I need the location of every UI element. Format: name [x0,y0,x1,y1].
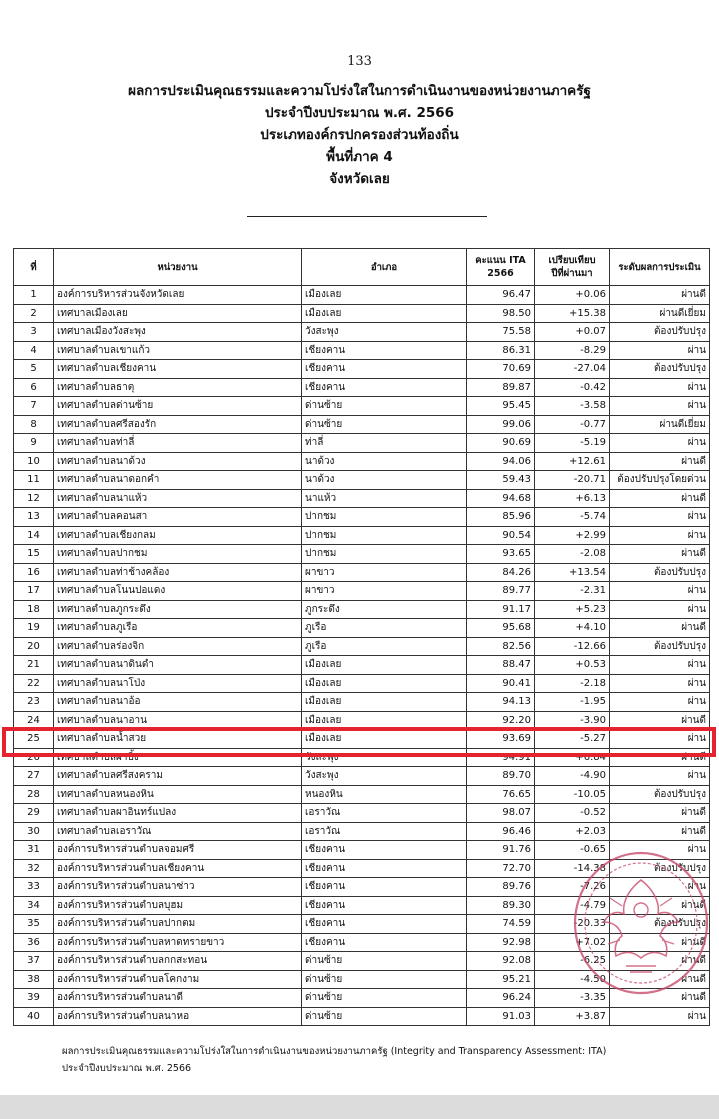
cell-score: 76.65 [467,785,535,804]
heading-region: พื้นที่ภาค 4 [326,149,393,165]
cell-compare: -3.35 [535,989,610,1008]
table-row [14,286,710,305]
cell-compare: +0.06 [535,286,610,305]
header-compare [535,249,610,286]
cell-compare: +15.38 [535,304,610,323]
cell-compare: +7.02 [535,933,610,952]
header-no: ที่ [14,249,54,286]
table-row [14,822,710,841]
cell-district: เอราวัณ [302,804,467,823]
cell-score: 89.76 [467,878,535,897]
cell-agency: เทศบาลตำบลผาบิ้ง [54,748,302,767]
cell-compare: -12.66 [535,637,610,656]
cell-compare: +2.99 [535,526,610,545]
cell-level: ผ่าน [610,841,710,860]
cell-district: เชียงคาน [302,933,467,952]
table-row [14,563,710,582]
table-row [14,545,710,564]
cell-score: 92.98 [467,933,535,952]
cell-compare: -6.25 [535,952,610,971]
cell-level: ต้องปรับปรุง [610,637,710,656]
cell-level: ผ่านดี [610,452,710,471]
cell-agency: เทศบาลตำบลภูเรือ [54,619,302,638]
cell-compare: -0.42 [535,378,610,397]
cell-level: ผ่าน [610,1007,710,1026]
heading-divider [247,216,487,217]
cell-compare: -27.04 [535,360,610,379]
cell-no: 2 [14,304,54,323]
header-compare-line1: เปรียบเทียบ [548,255,596,266]
cell-level: ผ่านดี [610,619,710,638]
cell-district: เมืองเลย [302,286,467,305]
heading-fiscal-year: ประจำปีงบประมาณ พ.ศ. 2566 [264,105,455,121]
cell-agency: องค์การบริหารส่วนตำบลปากตม [54,915,302,934]
cell-agency: องค์การบริหารส่วนตำบลหาดทรายขาว [54,933,302,952]
cell-level: ผ่านดี [610,822,710,841]
table-header-row [14,249,710,286]
cell-agency: เทศบาลเมืองวังสะพุง [54,323,302,342]
cell-no: 3 [14,323,54,342]
cell-score: 90.69 [467,434,535,453]
cell-no: 18 [14,600,54,619]
table-row [14,619,710,638]
cell-no: 4 [14,341,54,360]
cell-no: 28 [14,785,54,804]
table-row [14,600,710,619]
footer-line2: ประจำปีงบประมาณ พ.ศ. 2566 [62,1063,192,1074]
cell-score: 91.03 [467,1007,535,1026]
cell-district: เมืองเลย [302,656,467,675]
cell-level: ต้องปรับปรุงโดยด่วน [610,471,710,490]
cell-agency: เทศบาลตำบลโนนปอแดง [54,582,302,601]
cell-compare: -20.33 [535,915,610,934]
cell-no: 27 [14,767,54,786]
cell-score: 89.87 [467,378,535,397]
cell-level: ผ่านดี [610,545,710,564]
cell-no: 36 [14,933,54,952]
cell-no: 7 [14,397,54,416]
cell-agency: เทศบาลตำบลภูกระดึง [54,600,302,619]
cell-no: 35 [14,915,54,934]
cell-agency: เทศบาลตำบลท่าลี่ [54,434,302,453]
viewer-bottom-strip [0,1095,719,1119]
cell-compare: +5.23 [535,600,610,619]
cell-agency: องค์การบริหารส่วนจังหวัดเลย [54,286,302,305]
cell-score: 93.69 [467,730,535,749]
cell-district: เชียงคาน [302,859,467,878]
cell-compare: +3.87 [535,1007,610,1026]
cell-district: เมืองเลย [302,304,467,323]
cell-compare: -8.29 [535,341,610,360]
cell-district: วังสะพุง [302,767,467,786]
cell-district: ผาขาว [302,582,467,601]
cell-level: ผ่านดี [610,952,710,971]
cell-district: ปากชม [302,545,467,564]
cell-score: 94.13 [467,693,535,712]
cell-score: 82.56 [467,637,535,656]
cell-district: เมืองเลย [302,693,467,712]
cell-level: ผ่านดีเยี่ยม [610,415,710,434]
table-row [14,508,710,527]
table-row [14,526,710,545]
cell-level: ผ่านดี [610,804,710,823]
cell-agency: เทศบาลตำบลนาแห้ว [54,489,302,508]
table-row [14,304,710,323]
cell-compare: +13.54 [535,563,610,582]
cell-agency: เทศบาลตำบลเชียงกลม [54,526,302,545]
cell-compare: -7.26 [535,878,610,897]
cell-compare: -4.79 [535,896,610,915]
cell-district: ด่านซ้าย [302,1007,467,1026]
cell-score: 84.26 [467,563,535,582]
cell-no: 6 [14,378,54,397]
table-row [14,767,710,786]
cell-score: 89.30 [467,896,535,915]
cell-no: 19 [14,619,54,638]
cell-no: 1 [14,286,54,305]
header-compare-line2: ปีที่ผ่านมา [551,268,593,279]
cell-level: ผ่าน [610,878,710,897]
cell-score: 95.68 [467,619,535,638]
cell-no: 25 [14,730,54,749]
cell-district: เชียงคาน [302,378,467,397]
cell-agency: เทศบาลตำบลนาด้วง [54,452,302,471]
official-seal-icon [570,848,712,998]
cell-compare: +0.53 [535,656,610,675]
cell-district: หนองหิน [302,785,467,804]
cell-agency: เทศบาลเมืองเลย [54,304,302,323]
cell-compare: -0.77 [535,415,610,434]
cell-agency: องค์การบริหารส่วนตำบลเชียงคาน [54,859,302,878]
cell-level: ผ่าน [610,656,710,675]
cell-score: 93.65 [467,545,535,564]
cell-agency: เทศบาลตำบลศรีสงคราม [54,767,302,786]
cell-district: เมืองเลย [302,674,467,693]
cell-score: 94.06 [467,452,535,471]
cell-agency: เทศบาลตำบลศรีสองรัก [54,415,302,434]
cell-district: ด่านซ้าย [302,415,467,434]
cell-no: 34 [14,896,54,915]
cell-compare: -4.90 [535,767,610,786]
table-row [14,397,710,416]
cell-score: 90.54 [467,526,535,545]
cell-compare: +6.13 [535,489,610,508]
cell-agency: องค์การบริหารส่วนตำบลโคกงาม [54,970,302,989]
cell-agency: เทศบาลตำบลนาดินดำ [54,656,302,675]
table-row [14,452,710,471]
cell-score: 88.47 [467,656,535,675]
header-score-line1: คะแนน ITA [475,255,526,266]
cell-score: 59.43 [467,471,535,490]
cell-level: ต้องปรับปรุง [610,915,710,934]
header-score-line2: 2566 [487,268,514,279]
cell-district: ด่านซ้าย [302,397,467,416]
cell-score: 95.45 [467,397,535,416]
cell-compare: -2.18 [535,674,610,693]
cell-level: ผ่าน [610,693,710,712]
document-footer [62,1043,606,1077]
cell-agency: เทศบาลตำบลคอนสา [54,508,302,527]
cell-district: ท่าลี่ [302,434,467,453]
cell-district: วังสะพุง [302,323,467,342]
cell-district: ด่านซ้าย [302,952,467,971]
cell-district: ปากชม [302,508,467,527]
cell-district: เชียงคาน [302,896,467,915]
cell-level: ผ่าน [610,730,710,749]
cell-compare: -4.50 [535,970,610,989]
cell-level: ผ่าน [610,508,710,527]
cell-level: ต้องปรับปรุง [610,785,710,804]
cell-district: เชียงคาน [302,915,467,934]
cell-compare: +4.10 [535,619,610,638]
cell-level: ผ่านดี [610,748,710,767]
cell-compare: -0.65 [535,841,610,860]
cell-no: 29 [14,804,54,823]
cell-level: ผ่าน [610,434,710,453]
table-row [14,582,710,601]
cell-score: 75.58 [467,323,535,342]
cell-no: 37 [14,952,54,971]
cell-score: 98.50 [467,304,535,323]
cell-score: 94.68 [467,489,535,508]
cell-district: เมืองเลย [302,711,467,730]
cell-agency: องค์การบริหารส่วนตำบลจอมศรี [54,841,302,860]
cell-no: 8 [14,415,54,434]
cell-level: ผ่านดี [610,896,710,915]
cell-district: วังสะพุง [302,748,467,767]
header-score [467,249,535,286]
cell-no: 31 [14,841,54,860]
cell-level: ผ่าน [610,397,710,416]
cell-score: 96.46 [467,822,535,841]
cell-level: ผ่านดี [610,489,710,508]
cell-compare: -2.08 [535,545,610,564]
cell-no: 40 [14,1007,54,1026]
cell-agency: เทศบาลตำบลร่องจิก [54,637,302,656]
cell-level: ผ่าน [610,378,710,397]
cell-compare: +2.03 [535,822,610,841]
cell-agency: เทศบาลตำบลธาตุ [54,378,302,397]
cell-no: 32 [14,859,54,878]
cell-score: 74.59 [467,915,535,934]
cell-score: 92.20 [467,711,535,730]
cell-level: ผ่าน [610,767,710,786]
cell-compare: -3.90 [535,711,610,730]
cell-no: 22 [14,674,54,693]
cell-no: 16 [14,563,54,582]
cell-score: 99.06 [467,415,535,434]
cell-compare: -20.71 [535,471,610,490]
cell-no: 21 [14,656,54,675]
heading-org-type: ประเภทองค์กรปกครองส่วนท้องถิ่น [260,127,459,143]
cell-no: 10 [14,452,54,471]
cell-district: ปากชม [302,526,467,545]
cell-district: นาแห้ว [302,489,467,508]
cell-agency: เทศบาลตำบลหนองหิน [54,785,302,804]
cell-level: ต้องปรับปรุง [610,323,710,342]
cell-district: เชียงคาน [302,360,467,379]
cell-district: เอราวัณ [302,822,467,841]
cell-no: 23 [14,693,54,712]
cell-no: 33 [14,878,54,897]
cell-level: ผ่านดี [610,933,710,952]
cell-agency: เทศบาลตำบลนาโป่ง [54,674,302,693]
cell-level: ผ่านดี [610,711,710,730]
cell-no: 17 [14,582,54,601]
cell-agency: องค์การบริหารส่วนตำบลกกสะทอน [54,952,302,971]
cell-district: ภูเรือ [302,619,467,638]
cell-level: ต้องปรับปรุง [610,360,710,379]
cell-no: 9 [14,434,54,453]
cell-agency: องค์การบริหารส่วนตำบลนาหอ [54,1007,302,1026]
cell-compare: +0.07 [535,323,610,342]
footer-line1: ผลการประเมินคุณธรรมและความโปร่งใสในการดำเนินงานของหน่วยงานภาครัฐ (Integrity and Transparency Assessment: ITA) [62,1046,607,1057]
cell-agency: เทศบาลตำบลเอราวัณ [54,822,302,841]
cell-district: นาด้วง [302,452,467,471]
cell-level: ผ่าน [610,600,710,619]
cell-level: ต้องปรับปรุง [610,859,710,878]
cell-score: 98.07 [467,804,535,823]
cell-district: ผาขาว [302,563,467,582]
cell-no: 24 [14,711,54,730]
cell-level: ต้องปรับปรุง [610,563,710,582]
cell-no: 38 [14,970,54,989]
table-row [14,415,710,434]
cell-agency: องค์การบริหารส่วนตำบลบุฮม [54,896,302,915]
cell-no: 5 [14,360,54,379]
cell-score: 85.96 [467,508,535,527]
cell-compare: -5.27 [535,730,610,749]
table-row [14,341,710,360]
cell-level: ผ่านดี [610,970,710,989]
cell-agency: เทศบาลตำบลผาอินทร์แปลง [54,804,302,823]
table-row [14,693,710,712]
cell-district: นาด้วง [302,471,467,490]
cell-district: ด่านซ้าย [302,970,467,989]
cell-compare: -10.05 [535,785,610,804]
table-row [14,637,710,656]
cell-level: ผ่านดี [610,989,710,1008]
cell-agency: เทศบาลตำบลท่าช้างคล้อง [54,563,302,582]
cell-district: เชียงคาน [302,878,467,897]
table-row [14,489,710,508]
header-district: อำเภอ [302,249,467,286]
cell-agency: เทศบาลตำบลนาอาน [54,711,302,730]
cell-compare: -2.31 [535,582,610,601]
cell-level: ผ่าน [610,674,710,693]
cell-score: 72.70 [467,859,535,878]
cell-no: 30 [14,822,54,841]
cell-score: 96.47 [467,286,535,305]
cell-district: ด่านซ้าย [302,989,467,1008]
cell-score: 89.70 [467,767,535,786]
cell-score: 96.24 [467,989,535,1008]
cell-score: 92.08 [467,952,535,971]
cell-agency: เทศบาลตำบลด่านซ้าย [54,397,302,416]
table-row [14,360,710,379]
cell-no: 14 [14,526,54,545]
page-number: 133 [347,54,372,69]
cell-agency: เทศบาลตำบลน้ำสวย [54,730,302,749]
cell-compare: -5.74 [535,508,610,527]
cell-score: 86.31 [467,341,535,360]
cell-agency: องค์การบริหารส่วนตำบลนาซ่าว [54,878,302,897]
cell-level: ผ่าน [610,582,710,601]
table-row [14,434,710,453]
cell-level: ผ่าน [610,526,710,545]
heading-province: จังหวัดเลย [329,171,390,187]
table-row [14,471,710,490]
cell-agency: เทศบาลตำบลเขาแก้ว [54,341,302,360]
cell-score: 95.21 [467,970,535,989]
cell-no: 26 [14,748,54,767]
table-row [14,674,710,693]
cell-level: ผ่านดี [610,286,710,305]
table-row [14,378,710,397]
heading-title: ผลการประเมินคุณธรรมและความโปร่งใสในการดำเนินงานของหน่วยงานภาครัฐ [128,83,591,99]
highlight-box-row-25 [2,727,716,757]
cell-compare: -0.52 [535,804,610,823]
cell-score: 90.41 [467,674,535,693]
cell-district: เชียงคาน [302,341,467,360]
header-agency: หน่วยงาน [54,249,302,286]
cell-no: 12 [14,489,54,508]
cell-compare: -5.19 [535,434,610,453]
cell-district: ภูเรือ [302,637,467,656]
cell-district: เมืองเลย [302,730,467,749]
cell-score: 94.91 [467,748,535,767]
document-heading [0,80,719,190]
table-row [14,1007,710,1026]
cell-district: ภูกระดึง [302,600,467,619]
cell-no: 39 [14,989,54,1008]
cell-agency: เทศบาลตำบลนาอ้อ [54,693,302,712]
cell-score: 91.76 [467,841,535,860]
cell-agency: เทศบาลตำบลนาดอกคำ [54,471,302,490]
table-row [14,323,710,342]
cell-no: 11 [14,471,54,490]
cell-level: ผ่าน [610,341,710,360]
table-row [14,804,710,823]
cell-compare: +12.61 [535,452,610,471]
cell-agency: เทศบาลตำบลเชียงคาน [54,360,302,379]
cell-compare: -1.95 [535,693,610,712]
cell-level: ผ่านดีเยี่ยม [610,304,710,323]
table-row [14,785,710,804]
header-level: ระดับผลการประเมิน [610,249,710,286]
cell-compare: -14.38 [535,859,610,878]
cell-no: 15 [14,545,54,564]
table-row [14,656,710,675]
cell-compare: +6.84 [535,748,610,767]
cell-score: 70.69 [467,360,535,379]
cell-no: 20 [14,637,54,656]
cell-no: 13 [14,508,54,527]
cell-agency: องค์การบริหารส่วนตำบลนาดี [54,989,302,1008]
cell-score: 91.17 [467,600,535,619]
cell-compare: -3.58 [535,397,610,416]
cell-score: 89.77 [467,582,535,601]
cell-agency: เทศบาลตำบลปากชม [54,545,302,564]
cell-district: เชียงคาน [302,841,467,860]
